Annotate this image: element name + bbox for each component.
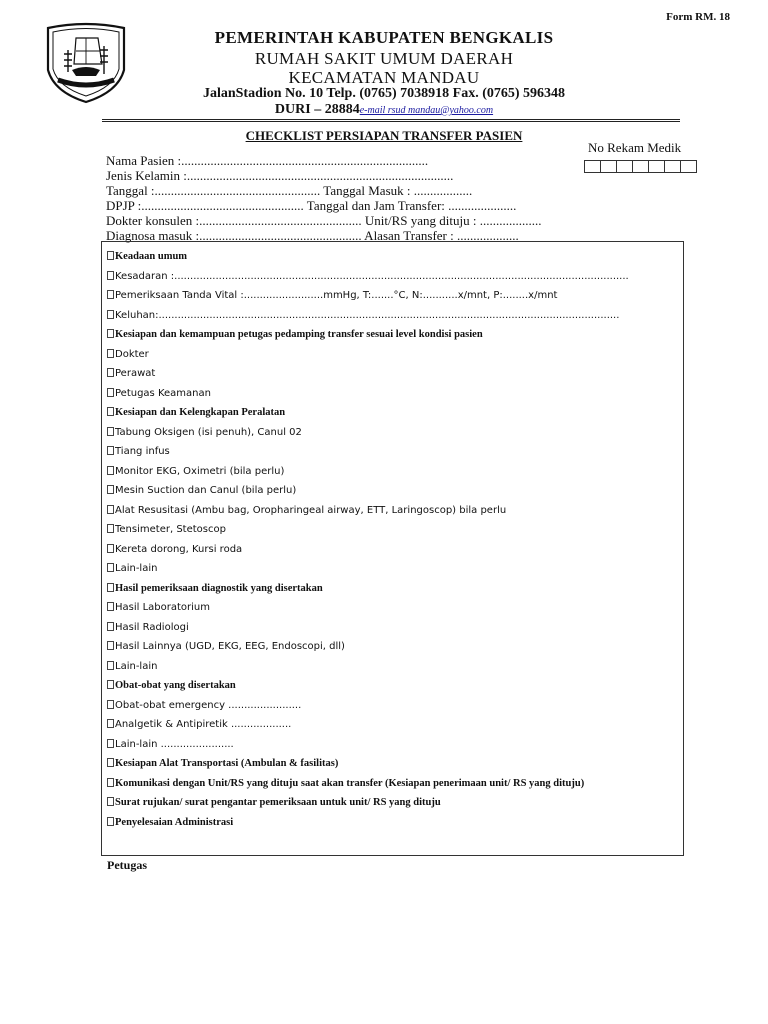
checklist-item-label: Penyelesaian Administrasi xyxy=(115,816,234,828)
checklist-item xyxy=(107,407,285,418)
checklist-item-label: Hasil Laboratorium xyxy=(115,602,211,613)
checkbox[interactable] xyxy=(107,407,114,416)
checklist-item-label: Perawat xyxy=(115,368,156,379)
checklist-item-label: Hasil pemeriksaan diagnostik yang disertakan xyxy=(115,582,323,594)
checklist-item-label: Mesin Suction dan Canul (bila perlu) xyxy=(115,485,297,496)
header-city: DURI – 28884 xyxy=(274,102,360,117)
rekam-medik-digit[interactable] xyxy=(664,160,681,173)
checklist-item-label: Kesiapan dan Kelengkapan Peralatan xyxy=(115,407,286,418)
rekam-medik-digit[interactable] xyxy=(584,160,601,173)
checkbox[interactable] xyxy=(107,505,114,514)
checklist-item-label: Kesiapan dan kemampuan petugas pedamping transfer sesuai level kondisi pasien xyxy=(115,329,483,340)
checklist-item xyxy=(107,427,302,438)
checklist-item-label: Kesiapan Alat Transportasi (Ambulan & fasilitas) xyxy=(115,758,339,769)
checkbox[interactable] xyxy=(107,641,114,650)
checkbox[interactable] xyxy=(107,719,114,728)
checkbox[interactable] xyxy=(107,251,114,260)
field-nama-pasien[interactable]: Nama Pasien :............................................................................ xyxy=(106,153,429,168)
checkbox[interactable] xyxy=(107,797,114,806)
checklist-item-label: Lain-lain xyxy=(115,563,158,574)
checkbox[interactable] xyxy=(107,524,114,533)
checklist-item-label: Monitor EKG, Oximetri (bila perlu) xyxy=(115,465,285,477)
rekam-medik-digit[interactable] xyxy=(648,160,665,173)
checkbox[interactable] xyxy=(107,758,114,767)
checklist-item xyxy=(107,310,619,321)
checklist-item-label: Komunikasi dengan Unit/RS yang dituju saat akan transfer (Kesiapan penerimaan unit/ RS yang dituju) xyxy=(115,777,585,789)
form-number: Form RM. 18 xyxy=(666,11,730,23)
checkbox[interactable] xyxy=(107,290,114,299)
checklist-item xyxy=(107,524,226,535)
checklist-item-label: Obat-obat emergency ....................... xyxy=(115,699,302,711)
checklist-item xyxy=(107,622,189,633)
checkbox[interactable] xyxy=(107,310,114,319)
checklist-item-label: Hasil Radiologi xyxy=(115,621,189,633)
checkbox[interactable] xyxy=(107,583,114,592)
checklist-item-label: Tensimeter, Stetoscop xyxy=(115,524,226,535)
checklist-item xyxy=(107,602,210,613)
header-hospital: RUMAH SAKIT UMUM DAERAH xyxy=(254,49,514,68)
field-tanggal[interactable]: Tanggal :................................................... Tanggal Masuk : .................. xyxy=(106,183,473,198)
checkbox[interactable] xyxy=(107,427,114,436)
checklist-item xyxy=(107,680,236,691)
checklist-item xyxy=(107,485,296,496)
checkbox[interactable] xyxy=(107,446,114,455)
checkbox[interactable] xyxy=(107,817,114,826)
field-diagnosa-masuk[interactable]: Diagnosa masuk :.................................................. Alasan Transfer : ................... xyxy=(106,228,519,243)
header-email[interactable]: e-mail rsud mandau@yahoo.com xyxy=(359,105,494,116)
rekam-medik-boxes[interactable] xyxy=(584,160,696,173)
rekam-medik-digit[interactable] xyxy=(680,160,697,173)
checklist-item xyxy=(107,700,301,711)
checklist-item xyxy=(107,719,291,730)
header-city-email xyxy=(0,102,768,118)
checkbox[interactable] xyxy=(107,622,114,631)
checkbox[interactable] xyxy=(107,485,114,494)
checkbox[interactable] xyxy=(107,349,114,358)
checklist-item xyxy=(107,290,557,301)
checklist-item xyxy=(107,544,242,555)
checklist-item-label: Kereta dorong, Kursi roda xyxy=(115,543,243,555)
checkbox[interactable] xyxy=(107,329,114,338)
checklist-item xyxy=(107,778,584,789)
checklist-item-label: Alat Resusitasi (Ambu bag, Oropharingeal airway, ETT, Laringoscop) bila perlu xyxy=(115,504,507,516)
form-title: CHECKLIST PERSIAPAN TRANSFER PASIEN xyxy=(245,128,523,143)
checklist-item xyxy=(107,817,233,828)
checklist-item xyxy=(107,563,157,574)
checklist-item-label: Keadaan umum xyxy=(115,251,188,262)
rekam-medik-label: No Rekam Medik xyxy=(588,140,682,155)
checklist-item xyxy=(107,797,441,808)
checklist-item xyxy=(107,329,483,340)
checkbox[interactable] xyxy=(107,466,114,475)
checklist-item-label: Kesadaran :............................................................................................................................................... xyxy=(115,270,629,282)
checkbox[interactable] xyxy=(107,563,114,572)
checklist-item xyxy=(107,446,170,457)
checkbox[interactable] xyxy=(107,778,114,787)
header-address: JalanStadion No. 10 Telp. (0765) 7038918 Fax. (0765) 596348 xyxy=(202,86,566,101)
rekam-medik-digit[interactable] xyxy=(616,160,633,173)
checklist-item xyxy=(107,251,187,262)
checklist-item xyxy=(107,349,149,360)
checklist-item-label: Keluhan:................................................................................................................................................. xyxy=(115,309,620,321)
checkbox[interactable] xyxy=(107,602,114,611)
checklist-item xyxy=(107,758,338,769)
checklist-item xyxy=(107,739,234,750)
checklist-item-label: Tabung Oksigen (isi penuh), Canul 02 xyxy=(115,426,302,438)
checkbox[interactable] xyxy=(107,680,114,689)
checklist-item-label: Tiang infus xyxy=(115,446,170,457)
checklist-item xyxy=(107,388,211,399)
checkbox[interactable] xyxy=(107,700,114,709)
field-dokter-konsulen[interactable]: Dokter konsulen :.................................................. Unit/RS yang dituju : ................... xyxy=(106,213,542,228)
checkbox[interactable] xyxy=(107,271,114,280)
checkbox[interactable] xyxy=(107,368,114,377)
header-district: KECAMATAN MANDAU xyxy=(288,68,480,87)
header-rule-top xyxy=(102,119,680,120)
checklist-item-label: Lain-lain ....................... xyxy=(115,738,234,750)
checklist-item xyxy=(107,661,157,672)
checklist-item-label: Petugas Keamanan xyxy=(115,387,211,399)
checklist-item xyxy=(107,271,629,282)
checkbox[interactable] xyxy=(107,388,114,397)
checkbox[interactable] xyxy=(107,739,114,748)
checklist-item-label: Lain-lain xyxy=(115,660,158,672)
rekam-medik-digit[interactable] xyxy=(632,160,649,173)
header-rule-bottom xyxy=(102,121,680,122)
checklist-item xyxy=(107,641,345,652)
checklist-item-label: Surat rujukan/ surat pengantar pemeriksaan untuk unit/ RS yang dituju xyxy=(115,797,441,808)
checklist-item xyxy=(107,368,155,379)
checkbox[interactable] xyxy=(107,544,114,553)
checklist-item-label: Pemeriksaan Tanda Vital :.........................mmHg, T:.......°C, N:...........x/mnt, P:........x/mnt xyxy=(115,290,558,301)
checkbox[interactable] xyxy=(107,661,114,670)
rekam-medik-digit[interactable] xyxy=(600,160,617,173)
header-government: PEMERINTAH KABUPATEN BENGKALIS xyxy=(214,28,554,47)
checklist-item xyxy=(107,466,284,477)
checklist-item-label: Hasil Lainnya (UGD, EKG, EEG, Endoscopi, dll) xyxy=(115,641,345,652)
checklist-item-label: Dokter xyxy=(115,348,149,360)
field-dpjp[interactable]: DPJP :.................................................. Tanggal dan Jam Transfer: ..................... xyxy=(106,198,517,213)
checklist-item-label: Analgetik & Antipiretik ................... xyxy=(115,719,292,730)
checklist-item-label: Obat-obat yang disertakan xyxy=(115,680,236,691)
checklist-item xyxy=(107,583,323,594)
footer-petugas: Petugas xyxy=(107,858,147,872)
field-jenis-kelamin[interactable]: Jenis Kelamin :.................................................................................. xyxy=(106,168,454,183)
checklist-item xyxy=(107,505,506,516)
